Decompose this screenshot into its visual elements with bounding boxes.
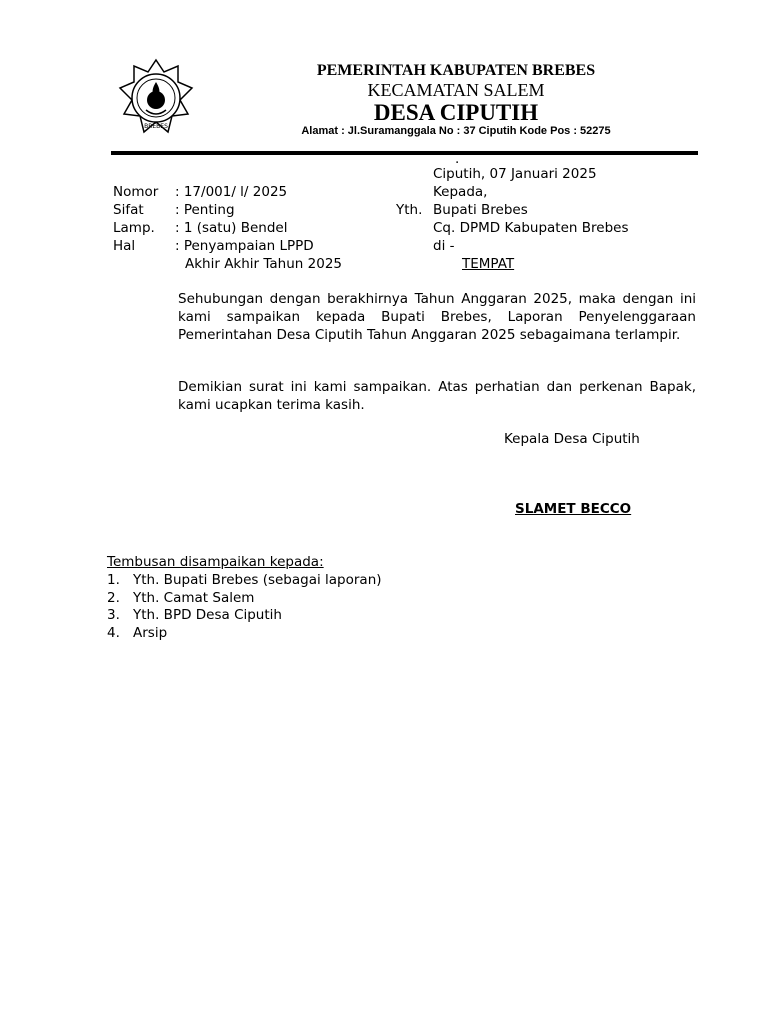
cc-heading: Tembusan disampaikan kepada:	[107, 554, 324, 570]
letterhead-divider	[111, 151, 698, 155]
recipient-di: di -	[433, 238, 455, 254]
sifat-label: Sifat	[113, 202, 144, 218]
recipient-name: Bupati Brebes	[433, 202, 528, 218]
sifat-value: : Penting	[175, 202, 235, 218]
recipient-kepada: Kepada,	[433, 184, 488, 200]
body-paragraph-2: Demikian surat ini kami sampaikan. Atas perhatian dan perkenan Bapak, kami ucapkan terima kasih.	[178, 379, 696, 413]
signature-name: SLAMET BECCO	[515, 501, 632, 517]
letterhead-government: PEMERINTAH KABUPATEN BREBES	[316, 62, 596, 79]
body-paragraph-1: Sehubungan dengan berakhirnya Tahun Anggaran 2025, maka dengan ini kami sampaikan kepada Bupati Brebes, Laporan Penyelenggaraan Pemerintahan Desa Ciputih Tahun Anggaran 2025 sebagaimana terlampir.	[178, 291, 696, 343]
date-dot: .	[455, 151, 460, 167]
hal-label: Hal	[113, 238, 136, 254]
nomor-label: Nomor	[113, 184, 159, 200]
cc-item-4: Arsip	[133, 625, 168, 641]
letterhead-address: Alamat : Jl.Suramanggala No : 37 Ciputih Kode Pos : 52275	[301, 125, 611, 137]
cc-item-3-num: 3.	[107, 607, 120, 623]
letterhead-village: DESA CIPUTIH	[373, 100, 539, 125]
cc-item-2: Yth. Camat Salem	[133, 590, 255, 606]
cc-item-1-num: 1.	[107, 572, 120, 588]
lamp-value: : 1 (satu) Bendel	[175, 220, 288, 236]
recipient-cq: Cq. DPMD Kabupaten Brebes	[433, 220, 629, 236]
hal-value: : Penyampaian LPPD	[175, 238, 314, 254]
nomor-value: : 17/001/ l/ 2025	[175, 184, 288, 200]
hal-value-continued: Akhir Akhir Tahun 2025	[185, 256, 343, 272]
cc-item-2-num: 2.	[107, 590, 120, 606]
signature-title: Kepala Desa Ciputih	[504, 431, 640, 447]
cc-item-3: Yth. BPD Desa Ciputih	[133, 607, 282, 623]
lamp-label: Lamp.	[113, 220, 155, 236]
recipient-tempat: TEMPAT	[462, 256, 515, 272]
cc-item-1: Yth. Bupati Brebes (sebagai laporan)	[133, 572, 382, 588]
cc-item-4-num: 4.	[107, 625, 120, 641]
svg-text:BREBES: BREBES	[144, 123, 168, 130]
place-date: Ciputih, 07 Januari 2025	[433, 166, 597, 182]
letterhead-district: KECAMATAN SALEM	[367, 80, 545, 100]
recipient-yth: Yth.	[396, 202, 423, 218]
